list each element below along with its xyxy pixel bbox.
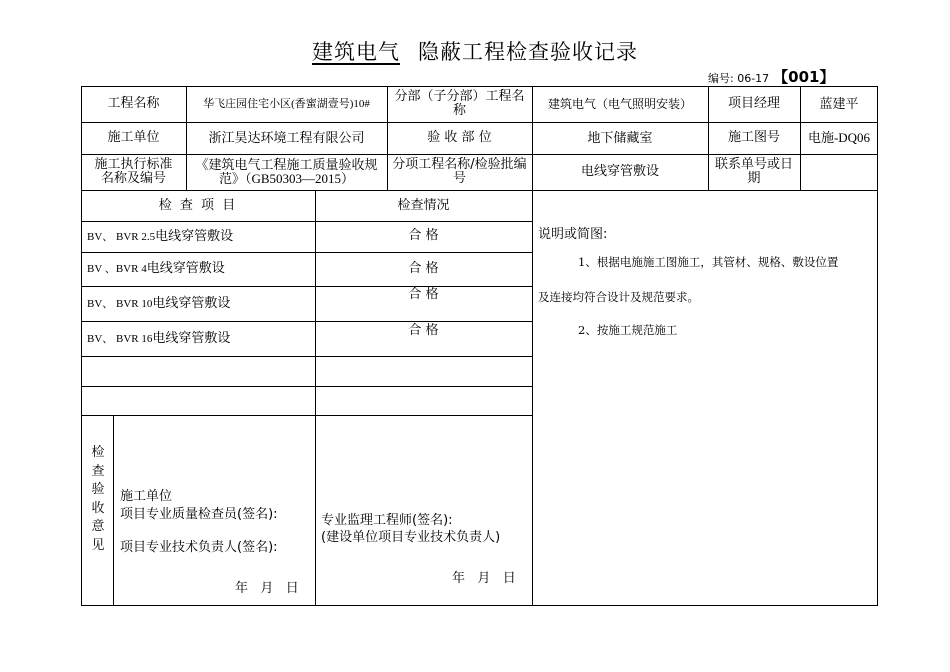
project-name-label: 工程名称 [107,96,160,111]
contractor-label: 施工单位 [107,130,160,145]
doc-number-code: 【001】 [773,68,835,86]
notes-line-1: 1、根据电施施工图施工，其管材、规格、敷设位置 [578,255,839,269]
item-prefix: BV、 BVR 16 [87,332,153,345]
drawing-value: 电施-DQ06 [807,130,871,145]
contact-label: 联系单号或日期 [714,157,793,186]
inspection-lot-label: 分项工程名称/检验批编号 [392,157,527,186]
item-prefix: BV、 BVR 2.5 [87,230,156,243]
inspection-row-item [81,221,315,252]
title-sub: 隐蔽工程检查验收记录 [418,40,638,64]
opinion-label-text: 检查验收意见 [91,445,105,553]
inspection-row-status: 合 格 [408,287,439,302]
date-left: 年 月 日 [235,581,299,596]
drawing-label: 施工图号 [727,130,780,145]
inspection-row-status: 合 格 [408,323,439,338]
col-divider [113,415,114,606]
title-main: 建筑电气 [312,40,400,64]
item-name: 电线穿管敷设 [152,295,231,311]
inspection-row-status: 合 格 [408,261,439,276]
contractor-unit-label: 施工单位 [120,489,173,504]
inspection-item-header: 检 查 项 目 [158,197,238,213]
supervisor-signature: 专业监理工程师(签名): [321,513,453,528]
manager-label: 项目经理 [727,96,780,111]
item-prefix: BV、 BVR 10 [87,297,153,310]
inspection-status-header: 检查情况 [397,197,450,213]
item-name: 电线穿管敷设 [146,261,225,276]
subproject-value: 建筑电气（电气照明安装） [547,97,692,111]
doc-number-label: 编号: 06-17 [708,72,770,85]
row-divider [81,356,533,357]
notes-line-2: 及连接均符合设计及规范要求。 [538,290,699,304]
project-name-value: 华飞庄园住宅小区(香蜜湖壹号)10# [203,98,370,110]
row-divider [81,415,533,416]
inspection-lot-value: 电线穿管敷设 [580,164,659,179]
acceptance-part-label: 验 收 部 位 [427,130,492,145]
col-divider [532,190,533,606]
notes-heading: 说明或简图: [538,227,608,242]
manager-value: 蓝建平 [819,96,859,111]
document-number [708,66,834,87]
item-prefix: BV 、BVR 4 [87,263,147,275]
quality-inspector-signature: 项目专业质量检查员(签名): [120,507,278,522]
opinion-vertical-label [84,444,112,555]
item-name: 电线穿管敷设 [152,330,231,346]
inspection-row-status: 合 格 [408,228,439,243]
item-name: 电线穿管敷设 [155,228,234,244]
inspection-row-item [81,321,315,356]
date-right: 年 月 日 [452,571,516,586]
standard-value: 《建筑电气工程施工质量验收规范》（GB50303—2015） [195,157,378,186]
notes-line-3: 2、按施工规范施工 [578,323,678,337]
contact-value [800,154,878,190]
contractor-value: 浙江昊达环境工程有限公司 [208,130,365,145]
tech-lead-signature: 项目专业技术负责人(签名): [120,540,278,555]
owner-representative: (建设单位项目专业技术负责人) [321,530,501,545]
inspection-row-item [81,286,315,321]
acceptance-part-value: 地下储藏室 [587,130,653,145]
document-title [0,36,950,66]
inspection-row-item [81,252,315,286]
standard-label: 施工执行标准名称及编号 [94,157,173,186]
row-divider [81,386,533,387]
subproject-label: 分部（子分部）工程名称 [394,89,525,118]
